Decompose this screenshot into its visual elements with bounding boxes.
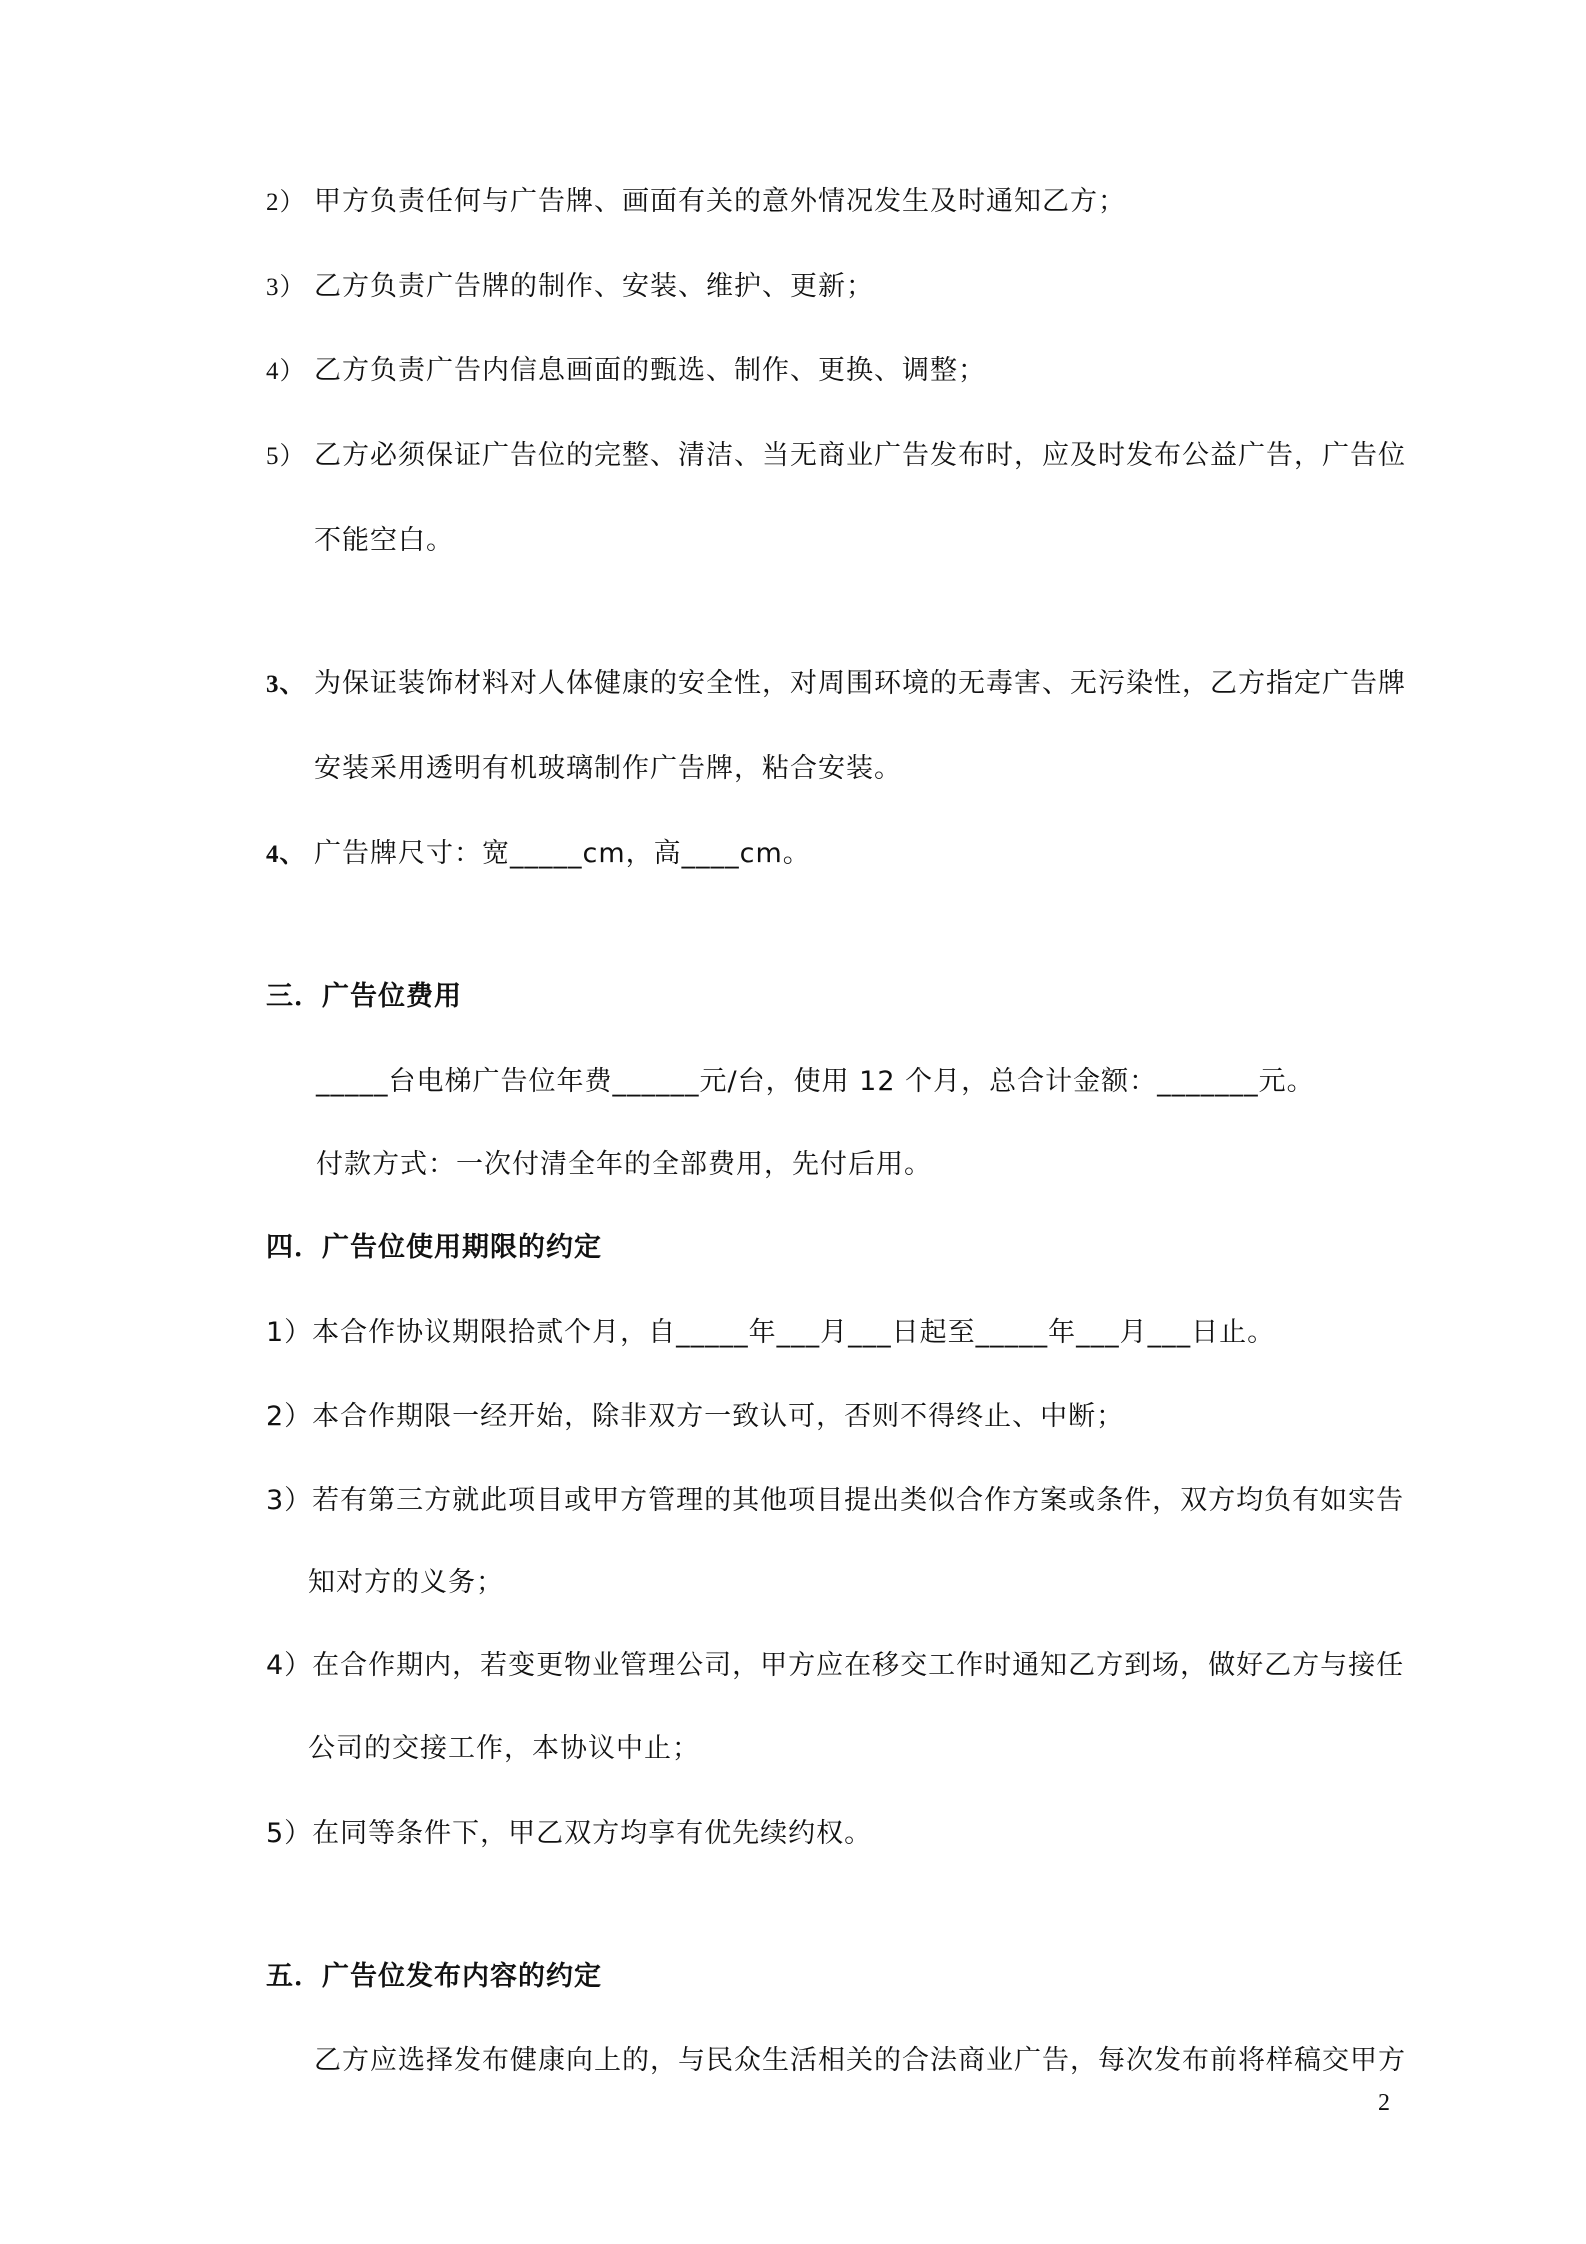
list-item-continuation: 公司的交接工作，本协议中止；	[308, 1733, 700, 1764]
payment-method-line: 付款方式：一次付清全年的全部费用，先付后用。	[316, 1149, 932, 1180]
section-heading-fees: 三．广告位费用	[266, 981, 462, 1012]
content-paragraph: 乙方应选择发布健康向上的，与民众生活相关的合法商业广告，每次发布前将样稿交甲方	[314, 2045, 1406, 2076]
fee-line: _____台电梯广告位年费______元/台，使用 12 个月，总合计金额：_______元。	[316, 1066, 1315, 1097]
item-number: 4）	[266, 358, 306, 385]
clause-4	[266, 837, 811, 872]
clause-text: 为保证装饰材料对人体健康的安全性，对周围环境的无毒害、无污染性，乙方指定广告牌	[314, 668, 1406, 699]
list-item: 5）在同等条件下，甲乙双方均享有优先续约权。	[266, 1818, 873, 1849]
list-item	[266, 439, 1406, 474]
list-item-continuation: 不能空白。	[314, 525, 454, 556]
item-number: 5）	[266, 443, 306, 470]
clause-3-continuation: 安装采用透明有机玻璃制作广告牌，粘合安装。	[314, 753, 902, 784]
list-item: 2）本合作期限一经开始，除非双方一致认可，否则不得终止、中断；	[266, 1401, 1125, 1432]
clause-text: 广告牌尺寸：宽_____cm，高____cm。	[314, 838, 811, 869]
clause-number: 3、	[266, 671, 306, 698]
clause-number: 4、	[266, 841, 306, 868]
section-heading-content: 五．广告位发布内容的约定	[266, 1961, 602, 1992]
item-number: 2）	[266, 189, 306, 216]
list-item	[266, 185, 1126, 220]
list-item	[266, 354, 986, 389]
item-text: 乙方负责广告牌的制作、安装、维护、更新；	[314, 271, 874, 302]
item-text: 乙方负责广告内信息画面的甄选、制作、更换、调整；	[314, 355, 986, 386]
clause-3	[266, 667, 1406, 702]
page-number: 2	[1378, 2090, 1390, 2116]
section-heading-term: 四．广告位使用期限的约定	[266, 1232, 602, 1263]
item-text: 甲方负责任何与广告牌、画面有关的意外情况发生及时通知乙方；	[314, 186, 1126, 217]
list-item: 1）本合作协议期限拾贰个月，自_____年___月___日起至_____年___月___日止。	[266, 1317, 1276, 1348]
item-text: 乙方必须保证广告位的完整、清洁、当无商业广告发布时，应及时发布公益广告，广告位	[314, 440, 1406, 471]
list-item	[266, 270, 874, 305]
list-item: 4）在合作期内，若变更物业管理公司，甲方应在移交工作时通知乙方到场，做好乙方与接任	[266, 1650, 1405, 1681]
list-item: 3）若有第三方就此项目或甲方管理的其他项目提出类似合作方案或条件，双方均负有如实告	[266, 1485, 1405, 1516]
item-number: 3）	[266, 274, 306, 301]
list-item-continuation: 知对方的义务；	[308, 1567, 504, 1598]
